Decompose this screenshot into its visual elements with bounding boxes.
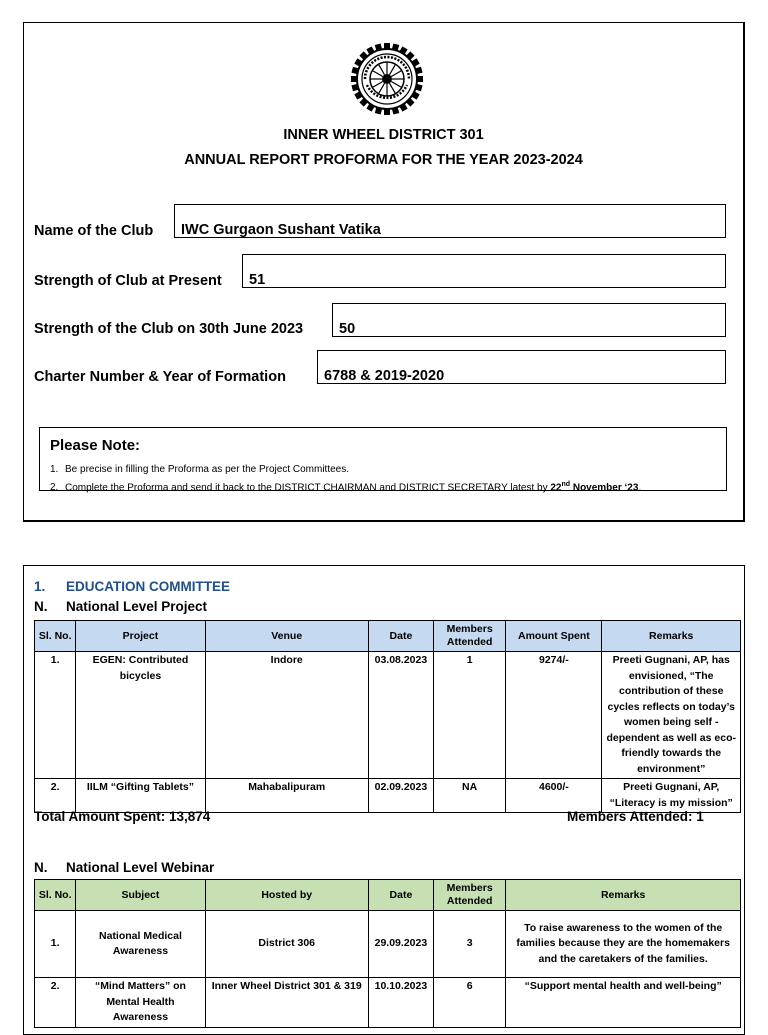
table-header-row: Sl. No. Subject Hosted by Date Members Attended Remarks — [35, 880, 741, 911]
inner-wheel-logo-icon — [349, 41, 425, 117]
national-webinar-table — [34, 879, 741, 1028]
club-strength-june-field[interactable] — [332, 303, 726, 337]
report-title-line1: INNER WHEEL DISTRICT 301 — [283, 127, 484, 143]
national-project-table — [34, 620, 741, 813]
club-name-label: Name of the Club — [34, 223, 154, 239]
report-title-line2: ANNUAL REPORT PROFORMA FOR THE YEAR 2023-2024 — [184, 152, 583, 168]
national-project-heading: N. National Level Project — [34, 599, 208, 614]
note-list — [50, 462, 641, 495]
table-row: 1. National Medical Awareness District 306 29.09.2023 3 To raise awareness to the women of the families because they are the homemakers and the caretakers of the families. — [35, 911, 741, 978]
club-strength-june-value: 50 — [339, 321, 356, 337]
table-row: 1. EGEN: Contributed bicycles Indore 03.08.2023 1 9274/- Preeti Gugnani, AP, has envisioned, “The contribution of these cycles reflects on today’s women being self -dependent as well as eco-friendly towards the environment” — [35, 652, 741, 779]
national-webinar-heading: N. National Level Webinar — [34, 860, 215, 875]
table-row: 2. “Mind Matters” on Mental Health Awareness Inner Wheel District 301 & 319 10.10.2023 6 “Support mental health and well-being” — [35, 978, 741, 1028]
page-two — [23, 565, 745, 1035]
note-item: 1. Be precise in filling the Proforma as per the Project Committees. — [50, 464, 350, 475]
page-one — [23, 22, 745, 522]
members-attended-total: Members Attended: 1 — [567, 809, 704, 824]
total-amount-spent: Total Amount Spent: 13,874 — [34, 809, 211, 824]
education-committee-heading: 1. EDUCATION COMMITTEE — [34, 579, 230, 594]
club-name-value: IWC Gurgaon Sushant Vatika — [181, 222, 381, 238]
club-strength-field[interactable] — [242, 254, 726, 288]
please-note-box — [39, 427, 727, 494]
club-strength-value: 51 — [249, 272, 266, 288]
note-title: Please Note: — [50, 437, 141, 454]
club-name-field[interactable] — [174, 204, 726, 238]
table-header-row: Sl. No. Project Venue Date Members Attended Amount Spent Remarks — [35, 621, 741, 652]
charter-label: Charter Number & Year of Formation — [34, 369, 286, 385]
table-row: 2. IILM “Gifting Tablets” Mahabalipuram 02.09.2023 NA 4600/- Preeti Gugnani, AP, “Literacy is my mission” — [35, 779, 741, 813]
charter-field[interactable] — [317, 350, 726, 384]
charter-value: 6788 & 2019-2020 — [324, 368, 445, 384]
note-item: 2. Complete the Proforma and send it back to the DISTRICT CHAIRMAN and DISTRICT SECRETARY latest by 22nd November ‘23. — [50, 481, 642, 494]
club-strength-label: Strength of Club at Present — [34, 273, 222, 289]
club-strength-june-label: Strength of the Club on 30th June 2023 — [34, 321, 304, 337]
